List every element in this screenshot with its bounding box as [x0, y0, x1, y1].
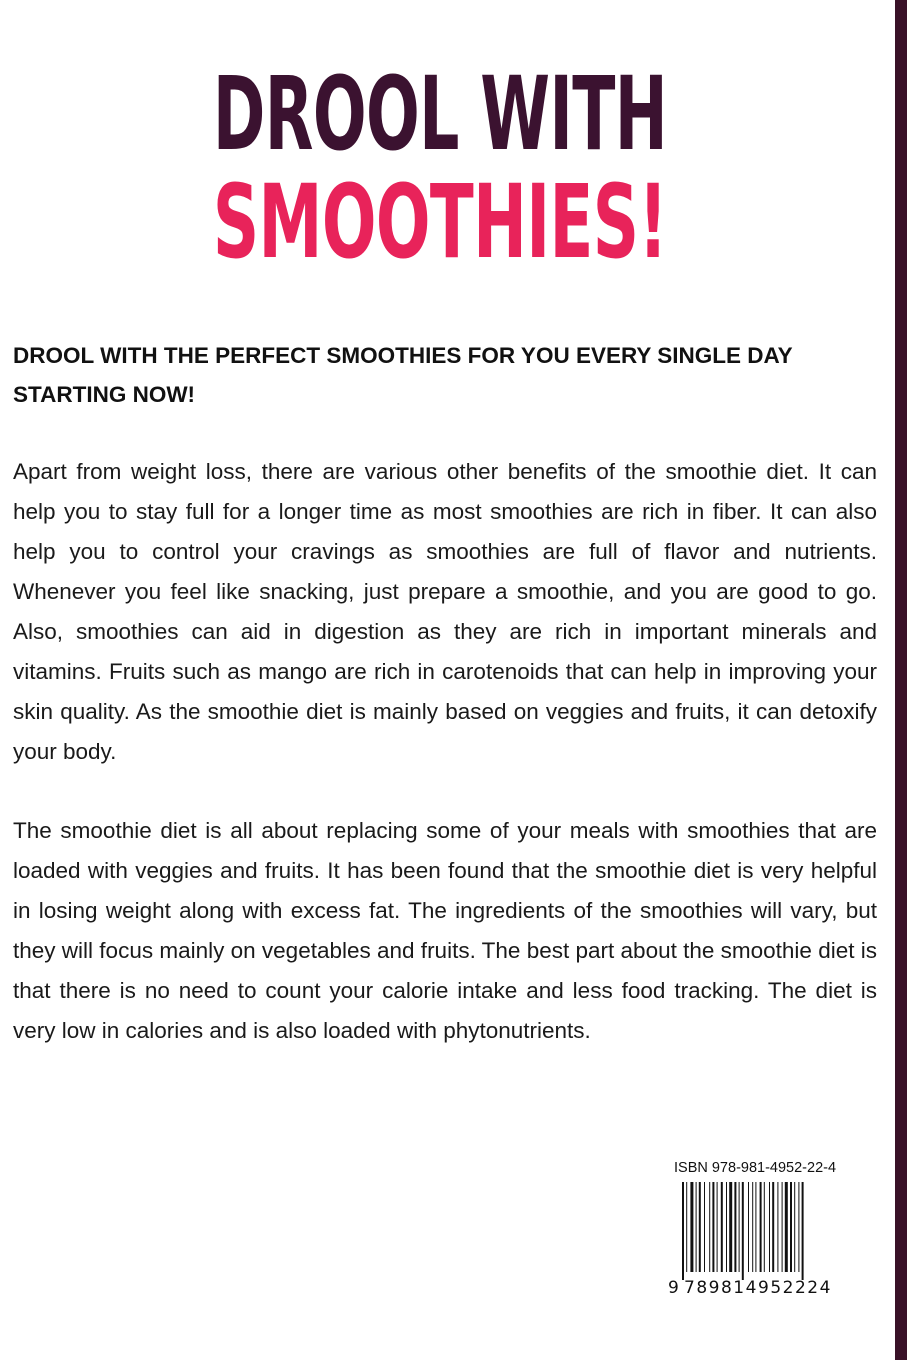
barcode-bar: [734, 1182, 736, 1272]
barcode-bar: [721, 1182, 723, 1272]
headline: DROOL WITH THE PERFECT SMOOTHIES FOR YOU EVERY SINGLE DAY STARTING NOW!: [13, 343, 793, 407]
barcode-bar: [748, 1182, 749, 1272]
barcode-bar: [682, 1182, 684, 1280]
barcode-bar: [739, 1182, 740, 1272]
barcode-bar: [752, 1182, 753, 1272]
barcode-digit-group-left: 789814: [684, 1278, 758, 1298]
barcode-bar: [742, 1182, 744, 1280]
barcode-bar: [709, 1182, 710, 1272]
barcode-bar: [712, 1182, 714, 1272]
barcode-bar: [699, 1182, 701, 1272]
barcode-digit-group-right: 952224: [758, 1278, 832, 1298]
spine-edge: [895, 0, 907, 1360]
barcode-bar: [802, 1182, 804, 1280]
barcode-bar: [717, 1182, 718, 1272]
barcode-bar: [764, 1182, 765, 1272]
barcode-bar: [777, 1182, 778, 1272]
barcode-bar: [798, 1182, 799, 1272]
barcode-bar: [794, 1182, 795, 1272]
barcode-bar: [696, 1182, 697, 1272]
cover-title: [0, 55, 880, 282]
barcode-bar: [690, 1182, 693, 1272]
barcode-bar: [729, 1182, 732, 1272]
barcode-bar: [755, 1182, 756, 1272]
barcode-bar: [772, 1182, 774, 1272]
body-paragraph: Apart from weight loss, there are various other benefits of the smoothie diet. It can help you to stay full for a longer time as most smoothies are rich in fiber. It can also help you to control your cravings as smoothies are full of flavor and nutrients. Whenever you feel like snacking, just prepare a smoothie, and you are good to go. Also, smoothies can aid in digestion as they are rich in important minerals and vitamins. Fruits such as mango are rich in carotenoids that can help in improving your skin quality. As the smoothie diet is mainly based on veggies and fruits, it can detoxify your body.: [13, 459, 877, 764]
barcode-bar: [726, 1182, 727, 1272]
title-line-drool-with: DROOL WITH: [212, 55, 668, 174]
isbn-barcode: [668, 1160, 836, 1308]
barcode-bar: [790, 1182, 792, 1272]
barcode-bar: [704, 1182, 705, 1272]
body-paragraph: The smoothie diet is all about replacing some of your meals with smoothies that are loaded with veggies and fruits. It has been found that the smoothie diet is very helpful in losing weight along with excess fat. The ingredients of the smoothies will vary, but they will focus mainly on vegetables and fruits. The best part about the smoothie diet is that there is no need to count your calorie intake and less food tracking. The diet is very low in calories and is also loaded with phytonutrients.: [13, 818, 877, 1043]
barcode-bar: [782, 1182, 783, 1272]
barcode-digit-first: 9: [668, 1278, 679, 1298]
barcode-bar: [769, 1182, 770, 1272]
isbn-label: ISBN 978-981-4952-22-4: [674, 1160, 837, 1176]
barcode-bar: [760, 1182, 762, 1272]
barcode-bar: [785, 1182, 788, 1272]
barcode-bars: [668, 1182, 836, 1282]
barcode-bar: [686, 1182, 687, 1272]
title-line-smoothies: SMOOTHIES!: [212, 163, 668, 282]
